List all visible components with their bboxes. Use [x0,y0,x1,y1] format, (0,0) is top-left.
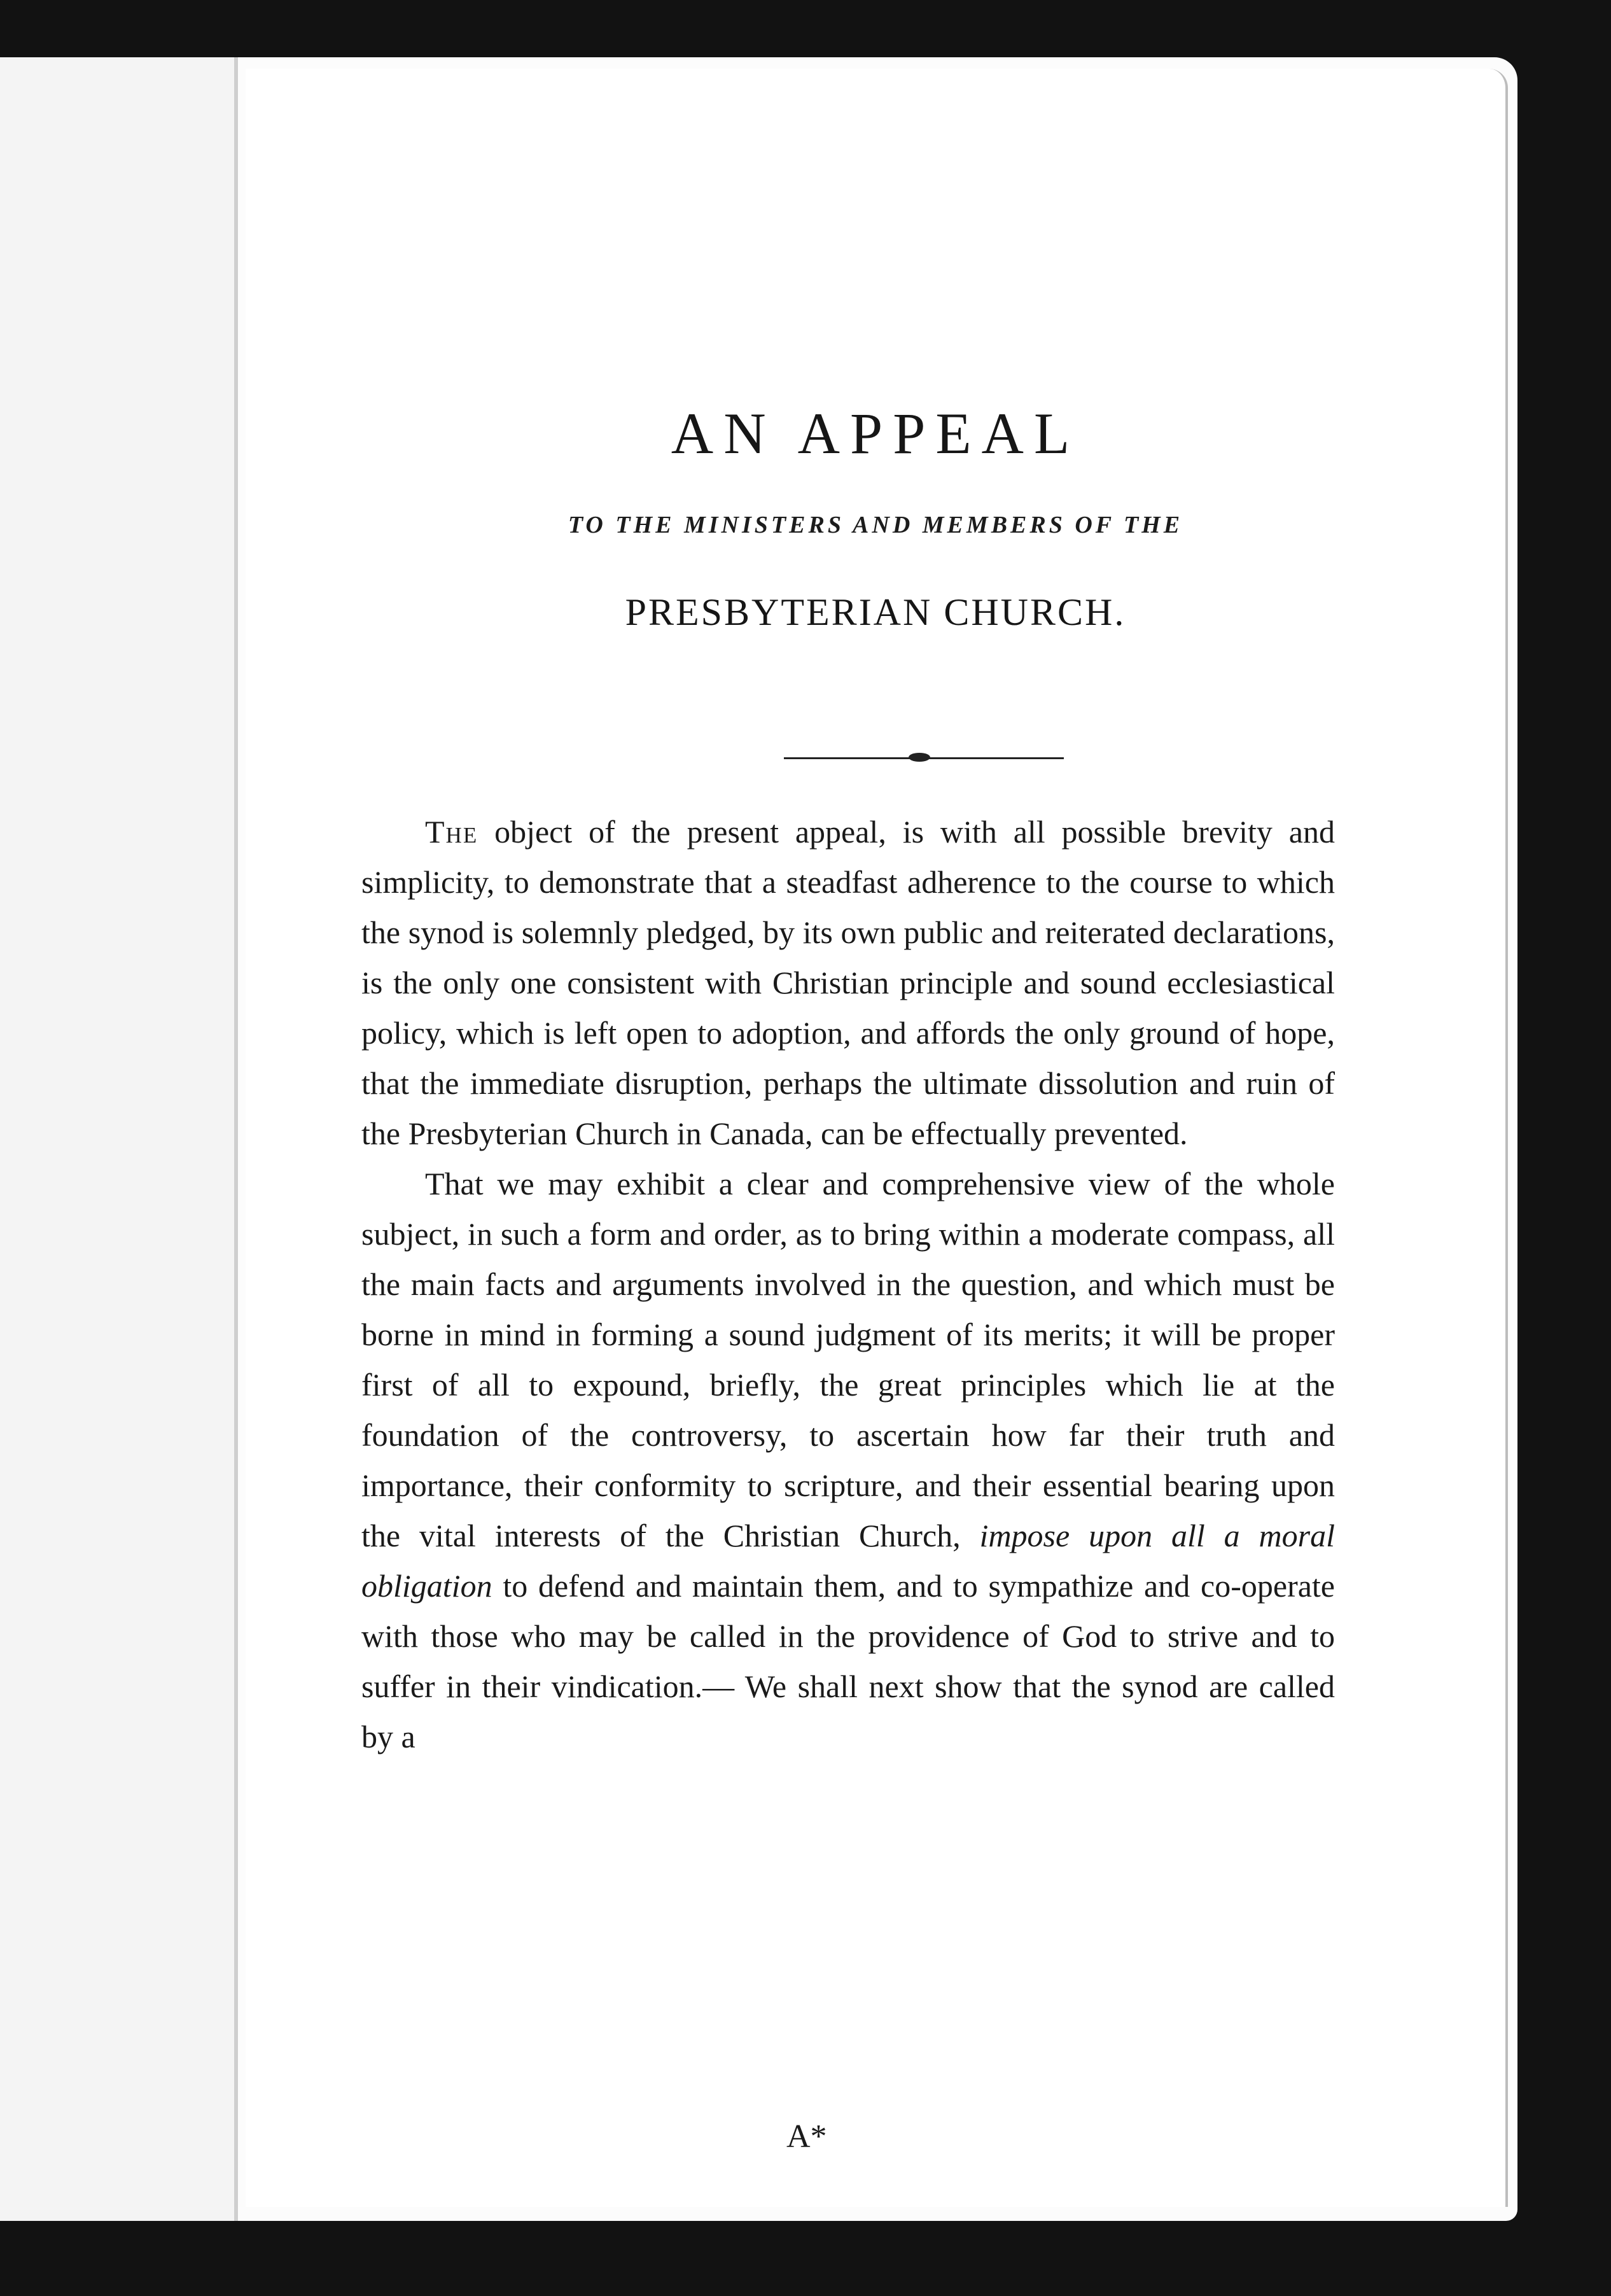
paragraph-1-text: object of the present appeal, is with all possible brevity and simplicity, to demonstrate that a steadfast adherence to the course to which the synod is solemnly pledged, by its own public and reiterated declarations, is the only one consistent with Christian principle and sound ecclesiastical policy, which is left open to adoption, and affords the only ground of hope, that the immediate disruption, perhaps the ultimate dissolution and ruin of the Presbyterian Church in Canada, can be effectually prevented. [361,814,1335,1151]
paragraph-1-lead-word: The [425,814,478,850]
church-heading: PRESBYTERIAN CHURCH. [625,591,1126,633]
page-subtitle: TO THE MINISTERS AND MEMBERS OF THE [568,512,1183,538]
paragraph-2-emphasis: impose upon all a moral obligation [361,1518,1335,1604]
book-page [246,69,1508,2207]
page-title: AN APPEAL [671,401,1080,466]
paragraph-1 [361,807,1335,1159]
ornament-center-mark [909,753,930,762]
ornamental-rule [784,756,1064,760]
signature-mark: A* [786,2118,827,2155]
paragraph-2 [361,1159,1335,1762]
previous-page-edge [0,57,238,2221]
body-text [361,807,1335,1762]
paragraph-2-text-start: That we may exhibit a clear and comprehensive view of the whole subject, in such a form and order, as to bring within a moderate compass, all the main facts and arguments involved in the question, and which must be borne in mind in forming a sound judgment of its merits; it will be proper first of all to expound, briefly, the great principles which lie at the foundation of the controversy, to ascertain how far their truth and importance, their conformity to scripture, and their essential bearing upon the vital interests of the Christian Church, [361,1166,1335,1553]
paragraph-2-text-end: to defend and maintain them, and to sympathize and co-operate with those who may be called in the providence of God to strive and to suffer in their vindication.— We shall next show that the synod are called by a [361,1568,1335,1754]
